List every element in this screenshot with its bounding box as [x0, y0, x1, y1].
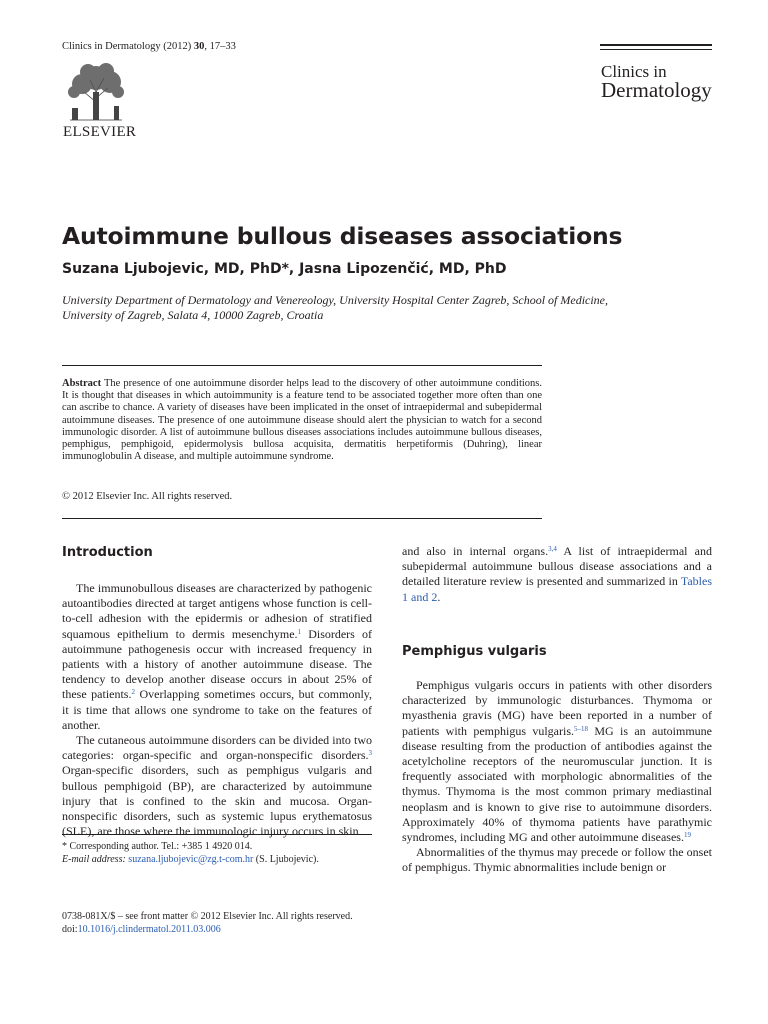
email-line: [62, 853, 319, 866]
email-link[interactable]: suzana.ljubojevic@zg.t-com.hr: [128, 854, 254, 865]
intro-paragraph-2: [62, 733, 372, 839]
author-affiliation: [62, 293, 682, 323]
abstract-top-rule: [62, 365, 542, 366]
corresponding-author: * Corresponding author. Tel.: +385 1 4920 014.: [62, 841, 253, 852]
reference-link[interactable]: 3: [368, 749, 372, 758]
abstract-bottom-rule: [62, 518, 542, 519]
footnote-rule: [62, 834, 372, 835]
article-title: Autoimmune bullous diseases associations: [62, 222, 623, 250]
citation-pages: , 17–33: [204, 41, 236, 52]
journal-citation: [62, 41, 236, 52]
issn-doi-block: [62, 910, 353, 936]
introduction-heading: Introduction: [62, 545, 153, 560]
left-column: [62, 581, 372, 839]
intro-p1-text-c: Overlapping sometimes occurs, but commonly, it is time that allows one syndrome to take on the features of another.: [62, 687, 372, 732]
journal-name-line1: Clinics in: [601, 62, 667, 81]
pv-paragraph-2: Abnormalities of the thymus may precede or follow the onset of pemphigus. Thymic abnormalities include benign or: [402, 845, 712, 875]
reference-link[interactable]: 5–18: [574, 724, 588, 733]
intro-p2-text-a: The cutaneous autoimmune disorders can be divided into two categories: organ-specific and organ-nonspecific disorders.: [62, 733, 372, 763]
pv-paragraph-1: [402, 678, 712, 845]
intro-p1-text-b: Disorders of autoimmune pathogenesis occur with increased frequency in patients with a history of another autoimmune disease. The tendency to develop another disease occurs in about 25% of these patients.: [62, 626, 372, 702]
right-p1-text-a: and also in internal organs.: [402, 544, 549, 558]
right-column-top: [402, 544, 712, 605]
doi-link[interactable]: 10.1016/j.clindermatol.2011.03.006: [77, 924, 221, 935]
citation-journal: Clinics in Dermatology (2012): [62, 41, 194, 52]
email-label: E-mail address:: [62, 854, 129, 865]
intro-p1-text-a: The immunobullous diseases are characterized by pathogenic autoantibodies directed at target antigens whose function is cell-to-cell adhesion with the epidermis or adhesion of stratified squamous epithelium to dermis mesenchyme.: [62, 581, 372, 641]
publisher-name: ELSEVIER: [63, 124, 137, 140]
issn-line: 0738-081X/$ – see front matter © 2012 Elsevier Inc. All rights reserved.: [62, 911, 353, 922]
journal-rule-thin: [600, 49, 712, 50]
tables-link[interactable]: Tables 1 and 2: [402, 574, 712, 604]
doi-prefix: doi:: [62, 924, 78, 935]
journal-name-line2: Dermatology: [601, 78, 712, 102]
affiliation-line2: University of Zagreb, Salata 4, 10000 Zagreb, Croatia: [62, 308, 324, 322]
intro-paragraph-1: [62, 581, 372, 733]
reference-link[interactable]: 3,4: [548, 545, 557, 553]
reference-link[interactable]: 2: [131, 688, 135, 697]
journal-rule-thick: [600, 44, 712, 46]
abstract-copyright: © 2012 Elsevier Inc. All rights reserved.: [62, 491, 233, 502]
right-paragraph-1: [402, 544, 712, 605]
right-p1-text-c: .: [437, 589, 441, 604]
abstract-body: The presence of one autoimmune disorder helps lead to the discovery of other autoimmune conditions. It is thought that diseases in which autoimmunity is a feature tend to be associated together more often than one can ascribe to chance. A variety of diseases have been implicated in the onset of intraepidermal and subepidermal autoimmune diseases. The presence of one autoimmune disease should alert the physician to watch for a second immunologic disorder. A list of autoimmune bullous diseases associations includes autoimmune bullous diseases, pemphigus, pemphigoid, epidermolysis bullosa acquisita, dermatitis herpetiformis (Duhring), linear immunoglobulin A disease, and multiple autoimmune syndrome.: [62, 378, 542, 463]
pemphigus-heading: Pemphigus vulgaris: [402, 644, 547, 659]
reference-link[interactable]: 19: [683, 831, 691, 840]
email-suffix: (S. Ljubojevic).: [253, 854, 319, 865]
doi-line: [62, 923, 353, 936]
pv-p1-text-a: Pemphigus vulgaris occurs in patients with other disorders characterized by immunologic disturbances. Thymoma or myasthenia gravis (MG) have been reported in a number of patients with pemphigus vulgaris.: [402, 678, 712, 738]
article-authors: Suzana Ljubojevic, MD, PhD*, Jasna Lipozenčić, MD, PhD: [62, 261, 507, 277]
reference-link[interactable]: 1: [297, 627, 302, 636]
abstract-text: [62, 378, 542, 463]
right-column-body: [402, 678, 712, 876]
right-p1-text-b: A list of intraepidermal and subepidermal autoimmune bullous disease associations and a detailed literature review is presented and summarized in: [402, 544, 712, 589]
intro-p2-text-b: Organ-specific disorders, such as pemphigus vulgaris and bullous pemphigoid (BP), are characterized by autoimmune injury that is confined to the skin and mucosa. Organ-nonspecific disorders, such as systemic lupus erythematosus (SLE), are those where the immunologic injury occurs in skin: [62, 763, 372, 839]
elsevier-tree-logo: [60, 62, 132, 122]
citation-volume: 30: [193, 41, 205, 52]
abstract-label: Abstract: [62, 378, 102, 389]
pv-p1-text-b: MG is an autoimmune disease resulting from the production of antibodies against the acetylcholine receptors of the neuromuscular junction. It is frequently associated with morphologic abnormalities of the thymus. Thymoma is the most common primary mediastinal neoplasm and is known to give rise to autoimmune disorders. Approximately 40% of thymoma patients have parathymic syndromes, including MG and other autoimmune diseases.: [402, 723, 713, 845]
corresponding-footnote: [62, 840, 319, 866]
affiliation-line1: University Department of Dermatology and Venereology, University Hospital Center Zagreb, School of Medicine,: [62, 293, 609, 307]
